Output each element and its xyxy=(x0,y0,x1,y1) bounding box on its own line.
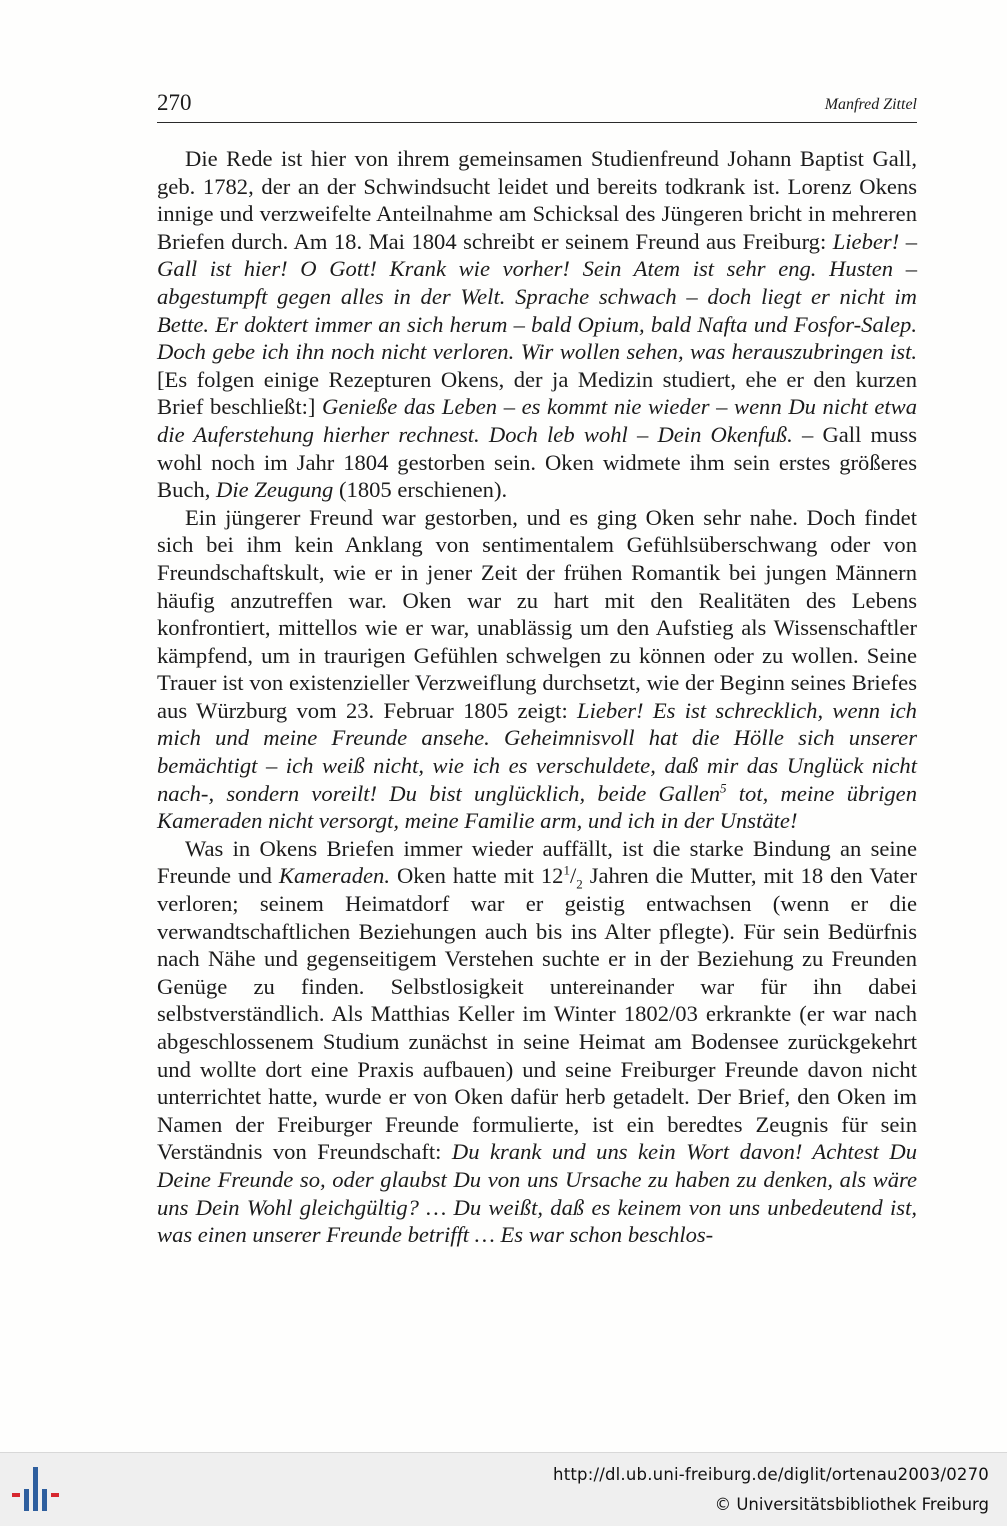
fraction-denominator: 2 xyxy=(576,876,583,892)
permalink-url[interactable]: http://dl.ub.uni-freiburg.de/diglit/ortenau2003/0270 xyxy=(553,1465,989,1484)
viewer-footer xyxy=(0,1452,1007,1526)
running-head-author: Manfred Zittel xyxy=(824,96,917,113)
footnote-marker[interactable]: 5 xyxy=(720,780,727,796)
paragraph-1 xyxy=(157,145,917,504)
text-run: Ein jüngerer Freund war gestorben, und es ging Oken sehr nahe. Doch findet sich bei ihm kein Anklang von sentimentalem Gefühlsüberschwang oder von Freundschaftskult, wie er in jener Zeit der frühen Romantik bei jungen Männern häufig anzutreffen war. Oken war zu hart mit den Realitäten des Lebens konfrontiert, mittellos wie er war, unablässig um den Aufstieg als Wissenschaftler kämpfend, um in traurigen Gefühlen schwelgen zu können oder zu wollen. Seine Trauer ist von existenzieller Verzweiflung durchsetzt, wie der Beginn seines Briefes aus Würzburg vom 23. Februar 1805 zeigt: xyxy=(157,504,917,723)
text-run: Die Rede ist hier von ihrem gemeinsamen Studienfreund Johann Baptist Gall, geb. 1782, der an der Schwindsucht leidet und bereits todkrank ist. Lorenz Okens innige und verzweifelte Anteilnahme am Schicksal des Jüngeren bricht in mehreren Briefen durch. Am 18. Mai 1804 schreibt er seinem Freund aus Freiburg: xyxy=(157,146,917,254)
quote-letter-keller: Du krank und uns kein Wort davon! Achtest Du Deine Freunde so, oder glaubst Du von uns Ursache zu haben zu denken, als wäre uns Dein Wohl gleichgültig? … Du weißt, daß es keinem von uns unbedeutend ist, was einen unserer Freunde betrifft … Es war schon beschlos- xyxy=(157,1139,917,1248)
text-run: Jahren die Mutter, mit 18 den Vater verloren; seinem Heimatdorf war er geistig entwachsen (wenn er die verwandtschaftlichen Beziehungen auch bis ins Alter pflegte). Für sein Bedürfnis nach Nähe und gegenseitigem Verstehen suchte er in der Beziehung zu Freunden Genüge zu finden. Selbstlosigkeit untereinander war für ihn dabei selbstverständlich. Als Matthias Keller im Winter 1802/03 erkrankte (er war nach abgeschlossenem Studium zunächst in seine Heimat am Bodensee zurückgekehrt und wollte dort eine Praxis aufbauen) und seine Freiburger Freunde davon nicht unterrichtet hatte, wurde er von Oken dafür herb getadelt. Der Brief, den Oken im Namen der Freiburger Freunde formulierte, ist ein beredtes Zeugnis für sein Verständnis von Freundschaft: xyxy=(157,863,917,1165)
fraction-slash: / xyxy=(569,863,577,889)
paragraph-3 xyxy=(157,835,917,1249)
text-run: Was in Okens Briefen immer wieder auffällt, ist die starke Bindung an seine Freunde und xyxy=(157,835,917,889)
paragraph-2 xyxy=(157,504,917,835)
quote-letter-closing: Genieße das Leben – es kommt nie wieder – wenn Du nicht etwa die Auferstehung hierher rechnest. Doch leb wohl – Dein Okenfuß. xyxy=(157,394,917,447)
emphasis-kameraden: Kameraden. xyxy=(278,863,390,889)
text-run: Oken hatte mit 12 xyxy=(389,863,564,889)
book-title: Die Zeugung xyxy=(216,477,334,503)
page-number: 270 xyxy=(157,90,192,115)
quote-letter-wuerzburg-end: tot, meine übrigen Kameraden nicht versorgt, meine Familie arm, und ich in der Unstäte! xyxy=(157,780,917,834)
quote-letter-wuerzburg: Lieber! Es ist schrecklich, wenn ich mich und meine Freunde ansehe. Geheimnisvoll hat die Hölle sich unserer bemächtigt – ich weiß nicht, wie ich es verschuldete, daß mir das Unglück nicht nach-, sondern voreilt! Du bist unglücklich, beide Gallen xyxy=(157,697,917,806)
text-run: [Es folgen einige Rezepturen Okens, der ja Medizin studiert, ehe er den kurzen Brief beschließt:] xyxy=(157,366,917,420)
quote-letter-gall: Lieber! – Gall ist hier! O Gott! Krank wie vorher! Sein Atem ist sehr eng. Husten – abgestumpft gegen alles in der Welt. Sprache schwach – doch liegt er nicht im Bette. Er doktert immer an sich herum – bald Opium, bald Nafta und Fosfor-Salep. Doch gebe ich ihn noch nicht verloren. Wir wollen sehen, was herauszubringen ist. xyxy=(157,228,917,365)
copyright-notice: © Universitätsbibliothek Freiburg xyxy=(714,1495,989,1514)
body-text xyxy=(157,145,917,1249)
fraction-numerator: 1 xyxy=(563,862,570,878)
text-run: (1805 erschienen). xyxy=(333,477,508,503)
page-header xyxy=(157,88,917,123)
text-run: – Gall muss wohl noch im Jahr 1804 gestorben sein. Oken widmete ihm sein erstes größeres Buch, xyxy=(157,421,917,503)
ub-freiburg-logo-icon[interactable] xyxy=(12,1463,64,1515)
